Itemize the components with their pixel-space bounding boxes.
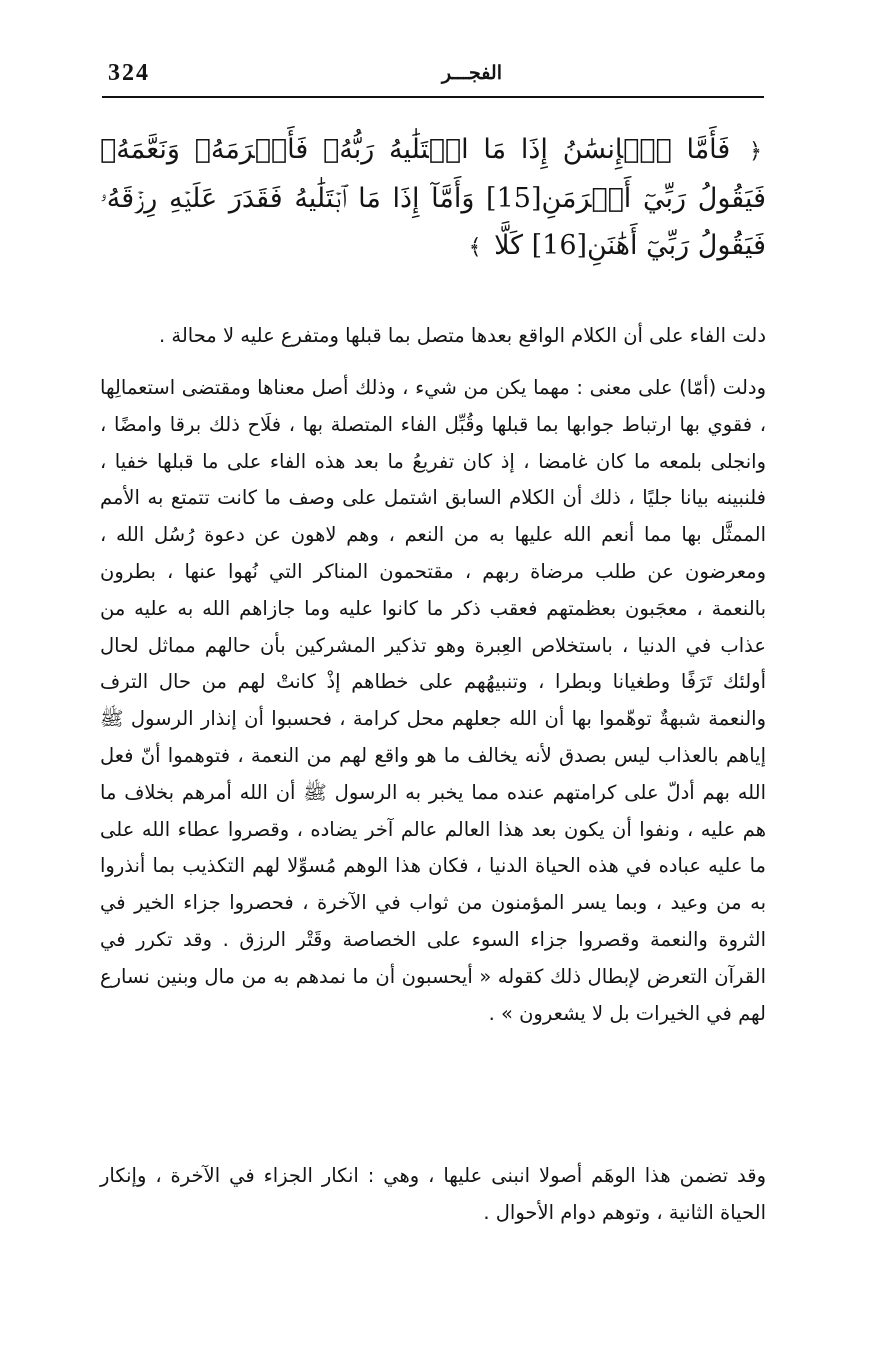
running-title: الفجـــر [441,62,502,84]
quran-verse [100,126,766,271]
paragraph-3: وقد تضمن هذا الوهَم أصولا انبنى عليها ، وهي : انكار الجزاء في الآخرة ، وإنكار الحياة الثانية ، وتوهم دوام الأحوال . [100,1164,766,1224]
paragraph-1: دلت الفاء على أن الكلام الواقع بعدها متصل بما قبلها ومتفرع عليه لا محالة . [158,324,766,347]
header-rule [102,96,764,98]
page-number: 324 [108,60,150,86]
verse-close-bracket: ﴾ [468,235,482,260]
verse-text: فَأَمَّا ٱلۡإِنسَٰنُ إِذَا مَا ابۡتَلَٰيهُ رَبُّهُۥ فَأَكۡرَمَهُۥ وَنَعَّمَهُۥ فَيَقُولُ رَبِّيٓ أَكۡرَمَنِ[15] وَأَمَّآ إِذَا مَا ٱبۡتَلَٰيهُ فَقَدَرَ عَلَيۡهِ رِزۡقَهُۥ فَيَقُولُ رَبِّيٓ أَهَٰنَنِ[16] كَلَّا [100,134,766,261]
page-header [102,58,764,96]
verse-open-bracket: ﴿ [749,139,762,164]
paragraph-2: ودلت (أمّا) على معنى : مهما يكن من شيء ، وذلك أصل معناها ومقتضى استعمالِها ، فقوي بها ارتباط جوابها بما قبلها وقُبِّل الفاء المتصلة بها ، فلَاح ذلك برقا وامضًا ، وانجلى بلمعه ما كان غامضا ، إذ كان تفريعُ ما بعد هذه الفاء على ما قبلها خفيا ، فلنبينه بيانا جليًا ، ذلك أن الكلام السابق اشتمل على وصف ما كانت تتمتع به الأمم الممثَّل بها مما أنعم الله عليها به من النعم ، وهم لاهون عن دعوة رُسُل الله ، ومعرضون عن طلب مرضاة ربهم ، مقتحمون المناكر التي نُهوا عنها ، بطرون بالنعمة ، معجَبون بعظمتهم فعقب ذكر ما كانوا عليه وما جازاهم الله به عليه من عذاب في الدنيا ، باستخلاص العِبرة وهو تذكير المشركين بأن حالهم مماثل لحال أولئك تَرَفًا وطغيانا وبطرا ، وتنبيهُهم على خطاهم إذْ كانتْ لهم من حال الترف والنعمة شبهةٌ توهّموا بها أن الله جعلهم محل كرامة ، فحسبوا أن إنذار الرسول ﷺ إياهم بالعذاب ليس بصدق لأنه يخالف ما هو واقع لهم من النعمة ، فتوهموا أنّ فعل الله بهم أدلّ على كرامتهم عنده مما يخبر به الرسول ﷺ أن الله أمرهم بخلاف ما هم عليه ، ونفوا أن يكون بعد هذا العالم عالم آخر يضاده ، وقصروا عطاء الله على ما عليه عباده في هذه الحياة الدنيا ، فكان هذا الوهم مُسوِّلا لهم التكذيب بما أنذروا به من وعيد ، وبما يسر المؤمنون من ثواب في الآخرة ، فحصروا جزاء الخير في الثروة والنعمة وقصروا جزاء السوء على الخصاصة وقَتْر الرزق . وقد تكرر في القرآن التعرض لإبطال ذلك كقوله « أيحسبون أن ما نمدهم به من مال وبنين نسارع لهم في الخيرات بل لا يشعرون » . [100,376,766,1025]
